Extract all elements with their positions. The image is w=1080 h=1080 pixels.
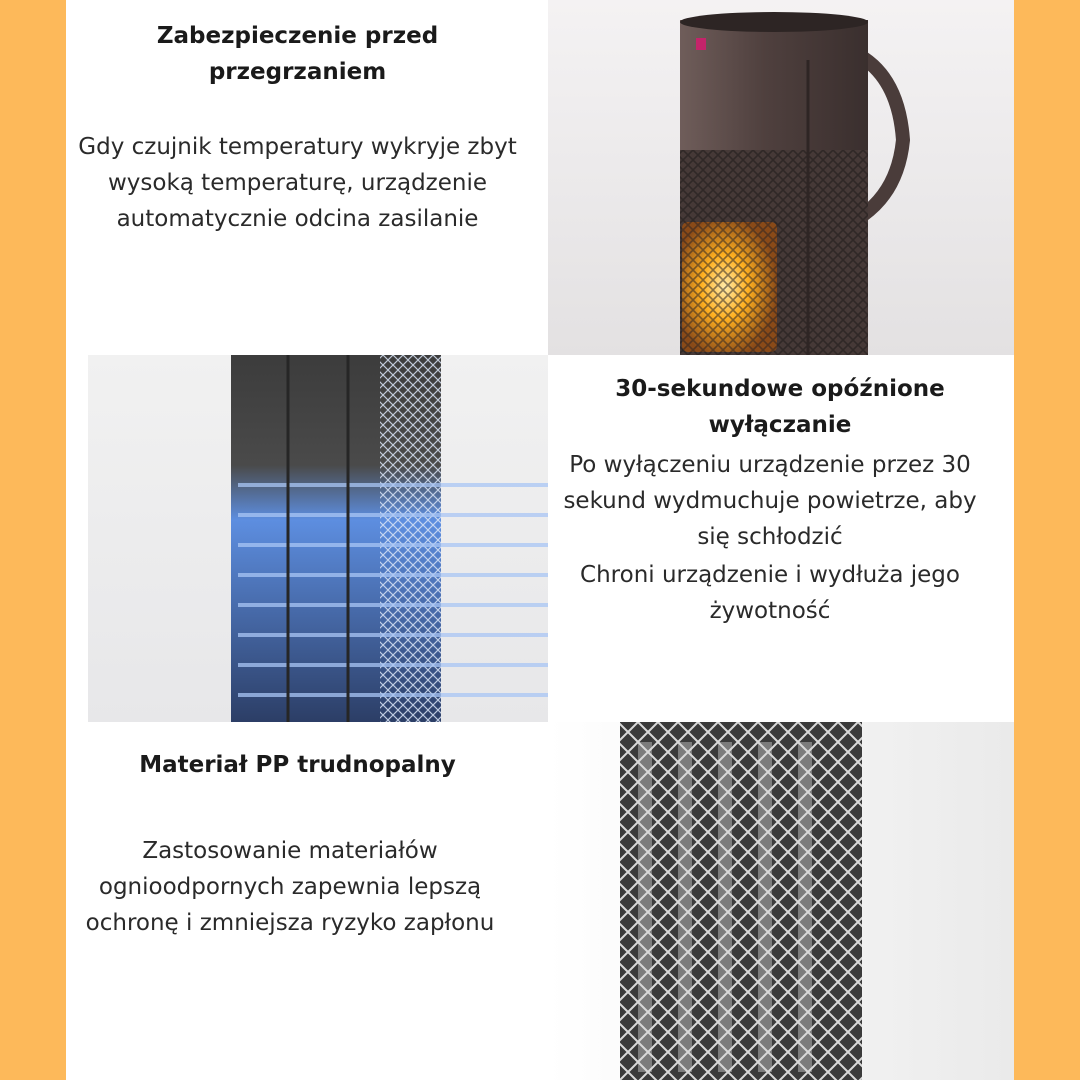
delay-title: 30-sekundowe opóźnione wyłączanie (615, 376, 945, 438)
overheat-title: Zabezpieczenie przed przegrzaniem (156, 23, 439, 85)
heater-cooling-image (88, 355, 548, 722)
delay-text-2: Chroni urządzenie i wydłuża jego żywotność (580, 562, 960, 624)
delay-text-1: Po wyłączeniu urządzenie przez 30 sekund wydmuchuje powietrze, aby się schłodzić (563, 452, 977, 550)
heater-grille-image (548, 722, 1014, 1080)
heater-glowing-image (548, 0, 1014, 355)
material-title: Materiał PP trudnopalny (139, 752, 456, 778)
material-text: Zastosowanie materiałów ognioodpornych zapewnia lepszą ochronę i zmniejsza ryzyko zapłonu (85, 838, 495, 936)
overheat-text: Gdy czujnik temperatury wykryje zbyt wysoką temperaturę, urządzenie automatycznie odcina zasilanie (78, 134, 517, 232)
